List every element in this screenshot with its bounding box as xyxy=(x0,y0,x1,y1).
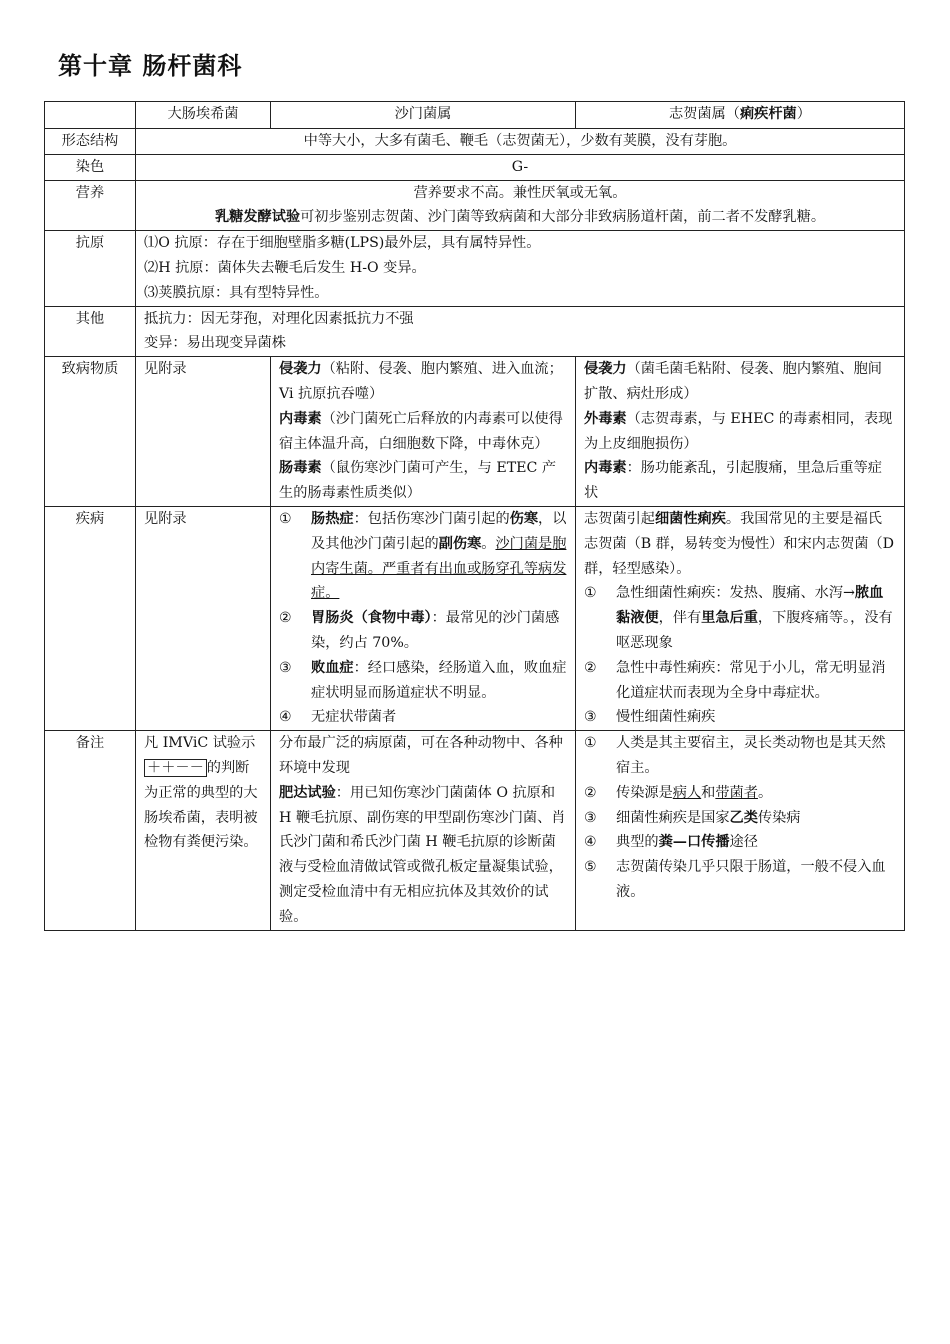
virulence-salmonella: 侵袭力（粘附、侵袭、胞内繁殖、进入血流；Vi 抗原抗吞噬） 内毒素（沙门菌死亡后释放的内毒素可以使得宿主体温升高，白细胞数下降，中毒休克） 肠毒素（鼠伤寒沙门菌可产生，与 ETEC 产生的肠毒素性质类似） xyxy=(271,357,576,507)
antigen-text: ⑴O 抗原：存在于细胞壁脂多糖(LPS)最外层，具有属特异性。 ⑵H 抗原：菌体失去鞭毛后发生 H-O 变异。 ⑶荚膜抗原：具有型特异性。 xyxy=(136,231,905,306)
virulence-shigella: 侵袭力（菌毛菌毛粘附、侵袭、胞内繁殖、胞间扩散、病灶形成） 外毒素（志贺毒素，与 EHEC 的毒素相同，表现为上皮细胞损伤） 内毒素：肠功能紊乱，引起腹痛，里急后重等症状 xyxy=(576,357,905,507)
list-item: ② 胃肠炎（食物中毒）：最常见的沙门菌感染，约占 70%。 xyxy=(279,610,560,651)
other-row xyxy=(45,306,905,357)
list-item: ① 人类是其主要宿主，灵长类动物也是其天然宿主。 xyxy=(584,735,886,776)
row-label-nutrition: 营养 xyxy=(45,180,136,231)
enterobacteriaceae-table xyxy=(44,101,905,931)
notes-row xyxy=(45,731,905,930)
row-label-morphology: 形态结构 xyxy=(45,129,136,155)
list-item: ① 急性细菌性痢疾：发热、腹痛、水泻→脓血黏液便，伴有里急后重，下腹疼痛等。，没有呕恶现象 xyxy=(584,585,893,651)
notes-salmonella: 分布最广泛的病原菌，可在各种动物中、各种环境中发现 肥达试验：用已知伤寒沙门菌菌体 O 抗原和 H 鞭毛抗原、副伤寒的甲型副伤寒沙门菌、肖氏沙门菌和希氏沙门菌 H 鞭毛抗原的诊断菌液与受检血清做试管或微孔板定量凝集试验，测定受检血清中有无相应抗体及其效价的试验。 xyxy=(271,731,576,930)
row-label-disease: 疾病 xyxy=(45,506,136,730)
disease-ecoli: 见附录 xyxy=(136,506,271,730)
list-item: ④ 无症状带菌者 xyxy=(279,709,397,726)
virulence-ecoli: 见附录 xyxy=(136,357,271,507)
stain-text: G- xyxy=(136,154,905,180)
list-item: ⑤ 志贺菌传染几乎只限于肠道，一般不侵入血液。 xyxy=(584,859,886,900)
list-item: ② 传染源是病人和带菌者。 xyxy=(584,784,773,801)
morphology-row xyxy=(45,129,905,155)
list-item: ④ 典型的粪—口传播途径 xyxy=(584,834,758,851)
disease-shigella: 志贺菌引起细菌性痢疾。我国常见的主要是福氏志贺菌（B 群，易转变为慢性）和宋内志贺菌（D 群，轻型感染）。 ① 急性细菌性痢疾：发热、腹痛、水泻→脓血黏液便，伴有里急后重，下腹疼痛等。，没有呕恶现象 ② 急性中毒性痢疾：常见于小儿，常无明显消化道症状而表现为全身中毒症状。 ③ 慢性细菌性痢疾 xyxy=(576,506,905,730)
antigen-row xyxy=(45,231,905,306)
page-title: 第十章 肠杆菌科 xyxy=(58,52,243,80)
row-label-other: 其他 xyxy=(45,306,136,357)
row-label-notes: 备注 xyxy=(45,731,136,930)
list-item: ③ 细菌性痢疾是国家乙类传染病 xyxy=(584,809,801,826)
row-label-antigen: 抗原 xyxy=(45,231,136,306)
virulence-row xyxy=(45,357,905,507)
list-item: ③ 慢性细菌性痢疾 xyxy=(584,709,716,726)
row-label-virulence: 致病物质 xyxy=(45,357,136,507)
morphology-text: 中等大小，大多有菌毛、鞭毛（志贺菌无），少数有荚膜，没有芽胞。 xyxy=(136,129,905,155)
header-salmonella: 沙门菌属 xyxy=(271,102,576,129)
stain-row xyxy=(45,154,905,180)
nutrition-text: 营养要求不高。兼性厌氧或无氧。 乳糖发酵试验可初步鉴别志贺菌、沙门菌等致病菌和大部分非致病肠道杆菌，前二者不发酵乳糖。 xyxy=(136,180,905,231)
list-item: ① 肠热症：包括伤寒沙门菌引起的伤寒，以及其他沙门菌引起的副伤寒。沙门菌是胞内寄生菌。严重者有出血或肠穿孔等病发症。 xyxy=(279,510,567,602)
notes-shigella xyxy=(576,731,905,930)
other-text: 抵抗力：因无芽孢，对理化因素抵抗力不强 变异：易出现变异菌株 xyxy=(136,306,905,357)
list-item: ③ 败血症：经口感染，经肠道入血，败血症症状明显而肠道症状不明显。 xyxy=(279,659,567,701)
header-row xyxy=(45,102,905,129)
header-ecoli: 大肠埃希菌 xyxy=(136,102,271,129)
row-label-stain: 染色 xyxy=(45,154,136,180)
header-shigella: 志贺菌属（痢疾杆菌） xyxy=(576,102,905,129)
header-corner xyxy=(45,102,136,129)
list-item: ② 急性中毒性痢疾：常见于小儿，常无明显消化道症状而表现为全身中毒症状。 xyxy=(584,659,886,701)
disease-salmonella xyxy=(271,506,576,730)
disease-row xyxy=(45,506,905,730)
nutrition-row xyxy=(45,180,905,231)
notes-ecoli: 凡 IMViC 试验示＋＋－－ 的判断为正常的典型的大肠埃希菌，表明被检物有粪便污染。 xyxy=(136,731,271,930)
